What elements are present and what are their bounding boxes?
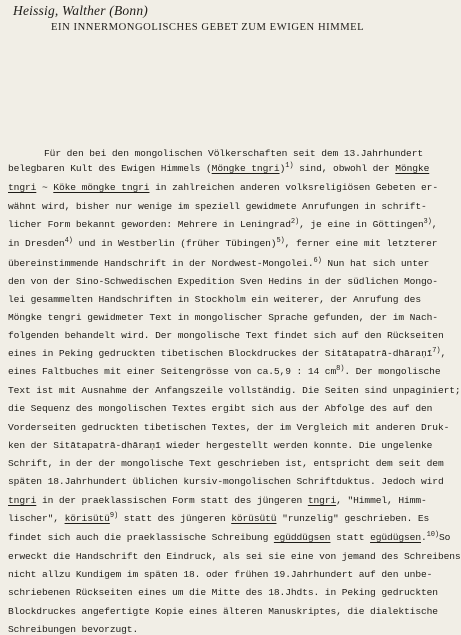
footnote-marker: 4) (64, 237, 73, 245)
underlined-term: tngri (8, 182, 37, 193)
text-run: , "Himmel, Himm- (336, 495, 427, 506)
text-run: eines in Peking gedruckten tibetischen Blockdruckes der Sitātapatrā-dhāraṇī (8, 348, 433, 359)
text-line (8, 258, 429, 269)
footnote-marker: 8) (336, 365, 345, 373)
text-line (8, 201, 427, 212)
text-line (8, 551, 461, 562)
text-line (8, 532, 450, 543)
text-line (8, 348, 446, 359)
text-line (8, 476, 444, 487)
text-line (8, 238, 437, 249)
text-run: nicht allzu Kundigem im späten 18. oder frühen 19.Jahrhundert auf den unbe- (8, 569, 433, 580)
author-heading: Heissig, Walther (Bonn) (13, 3, 148, 18)
text-run: "runzelig" geschrieben. Es (276, 513, 430, 524)
text-line (8, 513, 429, 524)
text-run: , je eine in Göttingen (299, 219, 424, 230)
text-line (8, 312, 438, 323)
underlined-term: egüdügsen (370, 532, 421, 543)
text-run: in zahlreichen anderen volksreligiösen Gebeten er- (149, 182, 438, 193)
footnote-marker: 1) (285, 162, 294, 170)
text-line (8, 276, 438, 287)
text-run: in Dresden (8, 238, 65, 249)
text-run: Schrift, in der der mongolische Text geschrieben ist, entspricht dem seit dem (8, 458, 444, 469)
text-run: den von der Sino-Schwedischen Expedition Sven Hedins in der südlichen Mongo- (8, 276, 438, 287)
footnote-marker: 5) (276, 237, 285, 245)
text-run: So (438, 532, 451, 543)
text-run: ~ (36, 182, 54, 193)
text-run: Möngke tengri gewidmeter Text in mongolischer Sprache gefunden, der im Nach- (8, 312, 438, 323)
text-line (8, 440, 432, 451)
text-run: sind, obwohl der (293, 163, 396, 174)
text-line (8, 624, 138, 635)
text-run: in der praeklassischen Form statt des jüngeren (36, 495, 308, 506)
underlined-term: tngri (8, 495, 37, 506)
text-line (8, 366, 441, 377)
text-run: licher Form bekannt geworden: Mehrere in Leningrad (8, 219, 291, 230)
article-title: EIN INNERMONGOLISCHES GEBET ZUM EWIGEN HIMMEL (51, 22, 365, 33)
text-run: . Der mongolische (344, 366, 441, 377)
text-run: lei gesammelten Handschriften in Stockholm ein weiterer, der Anrufung des (8, 294, 421, 305)
text-run: schriebenen Rückseiten eines um die Mitte des 18.Jhdts. in Peking gedruckten (8, 587, 438, 598)
text-run: statt des jüngeren (118, 513, 232, 524)
text-line (8, 422, 449, 433)
text-run: . (421, 532, 427, 543)
footnote-marker: 2) (290, 218, 300, 226)
text-line (8, 219, 437, 230)
text-line (8, 587, 438, 598)
text-line (8, 569, 432, 580)
text-run: , (431, 219, 438, 230)
text-line (8, 458, 444, 469)
text-line (8, 385, 461, 396)
text-line (8, 606, 438, 617)
text-line (8, 495, 427, 506)
text-run: ) (279, 163, 286, 174)
text-run: lischer", (8, 513, 65, 524)
underlined-term: körüsütü (231, 513, 277, 524)
text-run: ken der Sitātapatrā-dhāraṇī wieder hergestellt werden konnte. Die ungelenke (8, 440, 433, 451)
text-run: folgenden behandelt wird. Der mongolische Text findet sich auf den Rückseiten (8, 330, 444, 341)
footnote-marker: 10) (426, 531, 439, 539)
text-line (44, 148, 423, 159)
text-run: belegbaren Kult des Ewigen Himmels ( (8, 163, 212, 174)
underlined-term: Köke möngke tngri (53, 182, 150, 193)
text-line (8, 403, 432, 414)
text-run: statt (330, 532, 371, 543)
text-line (8, 294, 421, 305)
text-run: übereinstimmende Handschrift in der Nordwest-Mongolei. (8, 258, 314, 269)
underlined-term: Möngke (395, 163, 430, 174)
text-run: und in Westberlin (früher Tübingen) (72, 238, 277, 249)
text-run: Nun hat sich unter (321, 258, 430, 269)
text-run: findet sich auch die praeklassische Schreibung (8, 532, 274, 543)
text-run: Vorderseiten gedruckten tibetischen Textes, der im Vergleich mit anderen Druk- (8, 422, 450, 433)
text-run: die Sequenz des mongolischen Textes ergibt sich aus der Abfolge des auf den (8, 403, 433, 414)
underlined-term: tngri (307, 495, 337, 506)
footnote-marker: 3) (423, 218, 432, 226)
text-run: eines Faltbuches mit einer Seitengrösse von ca.5,9 : 14 cm (8, 366, 337, 377)
footnote-marker: 7) (432, 347, 441, 355)
text-run: Für den bei den mongolischen Völkerschaften seit dem 13.Jahrhundert (44, 148, 424, 159)
text-line (8, 163, 429, 174)
footnote-marker: 6) (313, 257, 322, 265)
text-run: Schreibungen bevorzugt. (8, 624, 139, 635)
text-line (8, 330, 444, 341)
text-run: , ferner eine mit letzterer (284, 238, 438, 249)
text-run: späten 18.Jahrhundert üblichen kursiv-mongolischen Schriftduktus. Jedoch wird (8, 476, 444, 487)
underlined-term: Möngke tngri (211, 163, 280, 174)
footnote-marker: 9) (109, 512, 119, 520)
text-run: , (440, 348, 447, 359)
underlined-term: körisütü (64, 513, 110, 524)
underlined-term: egüddügsen (273, 532, 331, 543)
text-line (8, 182, 438, 193)
text-run: wähnt wird, bisher nur wenige im speziell gewidmete Anrufungen in schrift- (8, 201, 427, 212)
text-run: erweckt die Handschrift den Eindruck, als sei sie eine von jemand des Schreibens (8, 551, 461, 562)
text-run: Text ist mit Ausnahme der Anfangszeile vollständig. Die Seiten sind unpaginiert; (8, 385, 461, 396)
text-run: Blockdruckes angefertigte Kopie eines älteren Manuskriptes, die dialektische (8, 606, 438, 617)
